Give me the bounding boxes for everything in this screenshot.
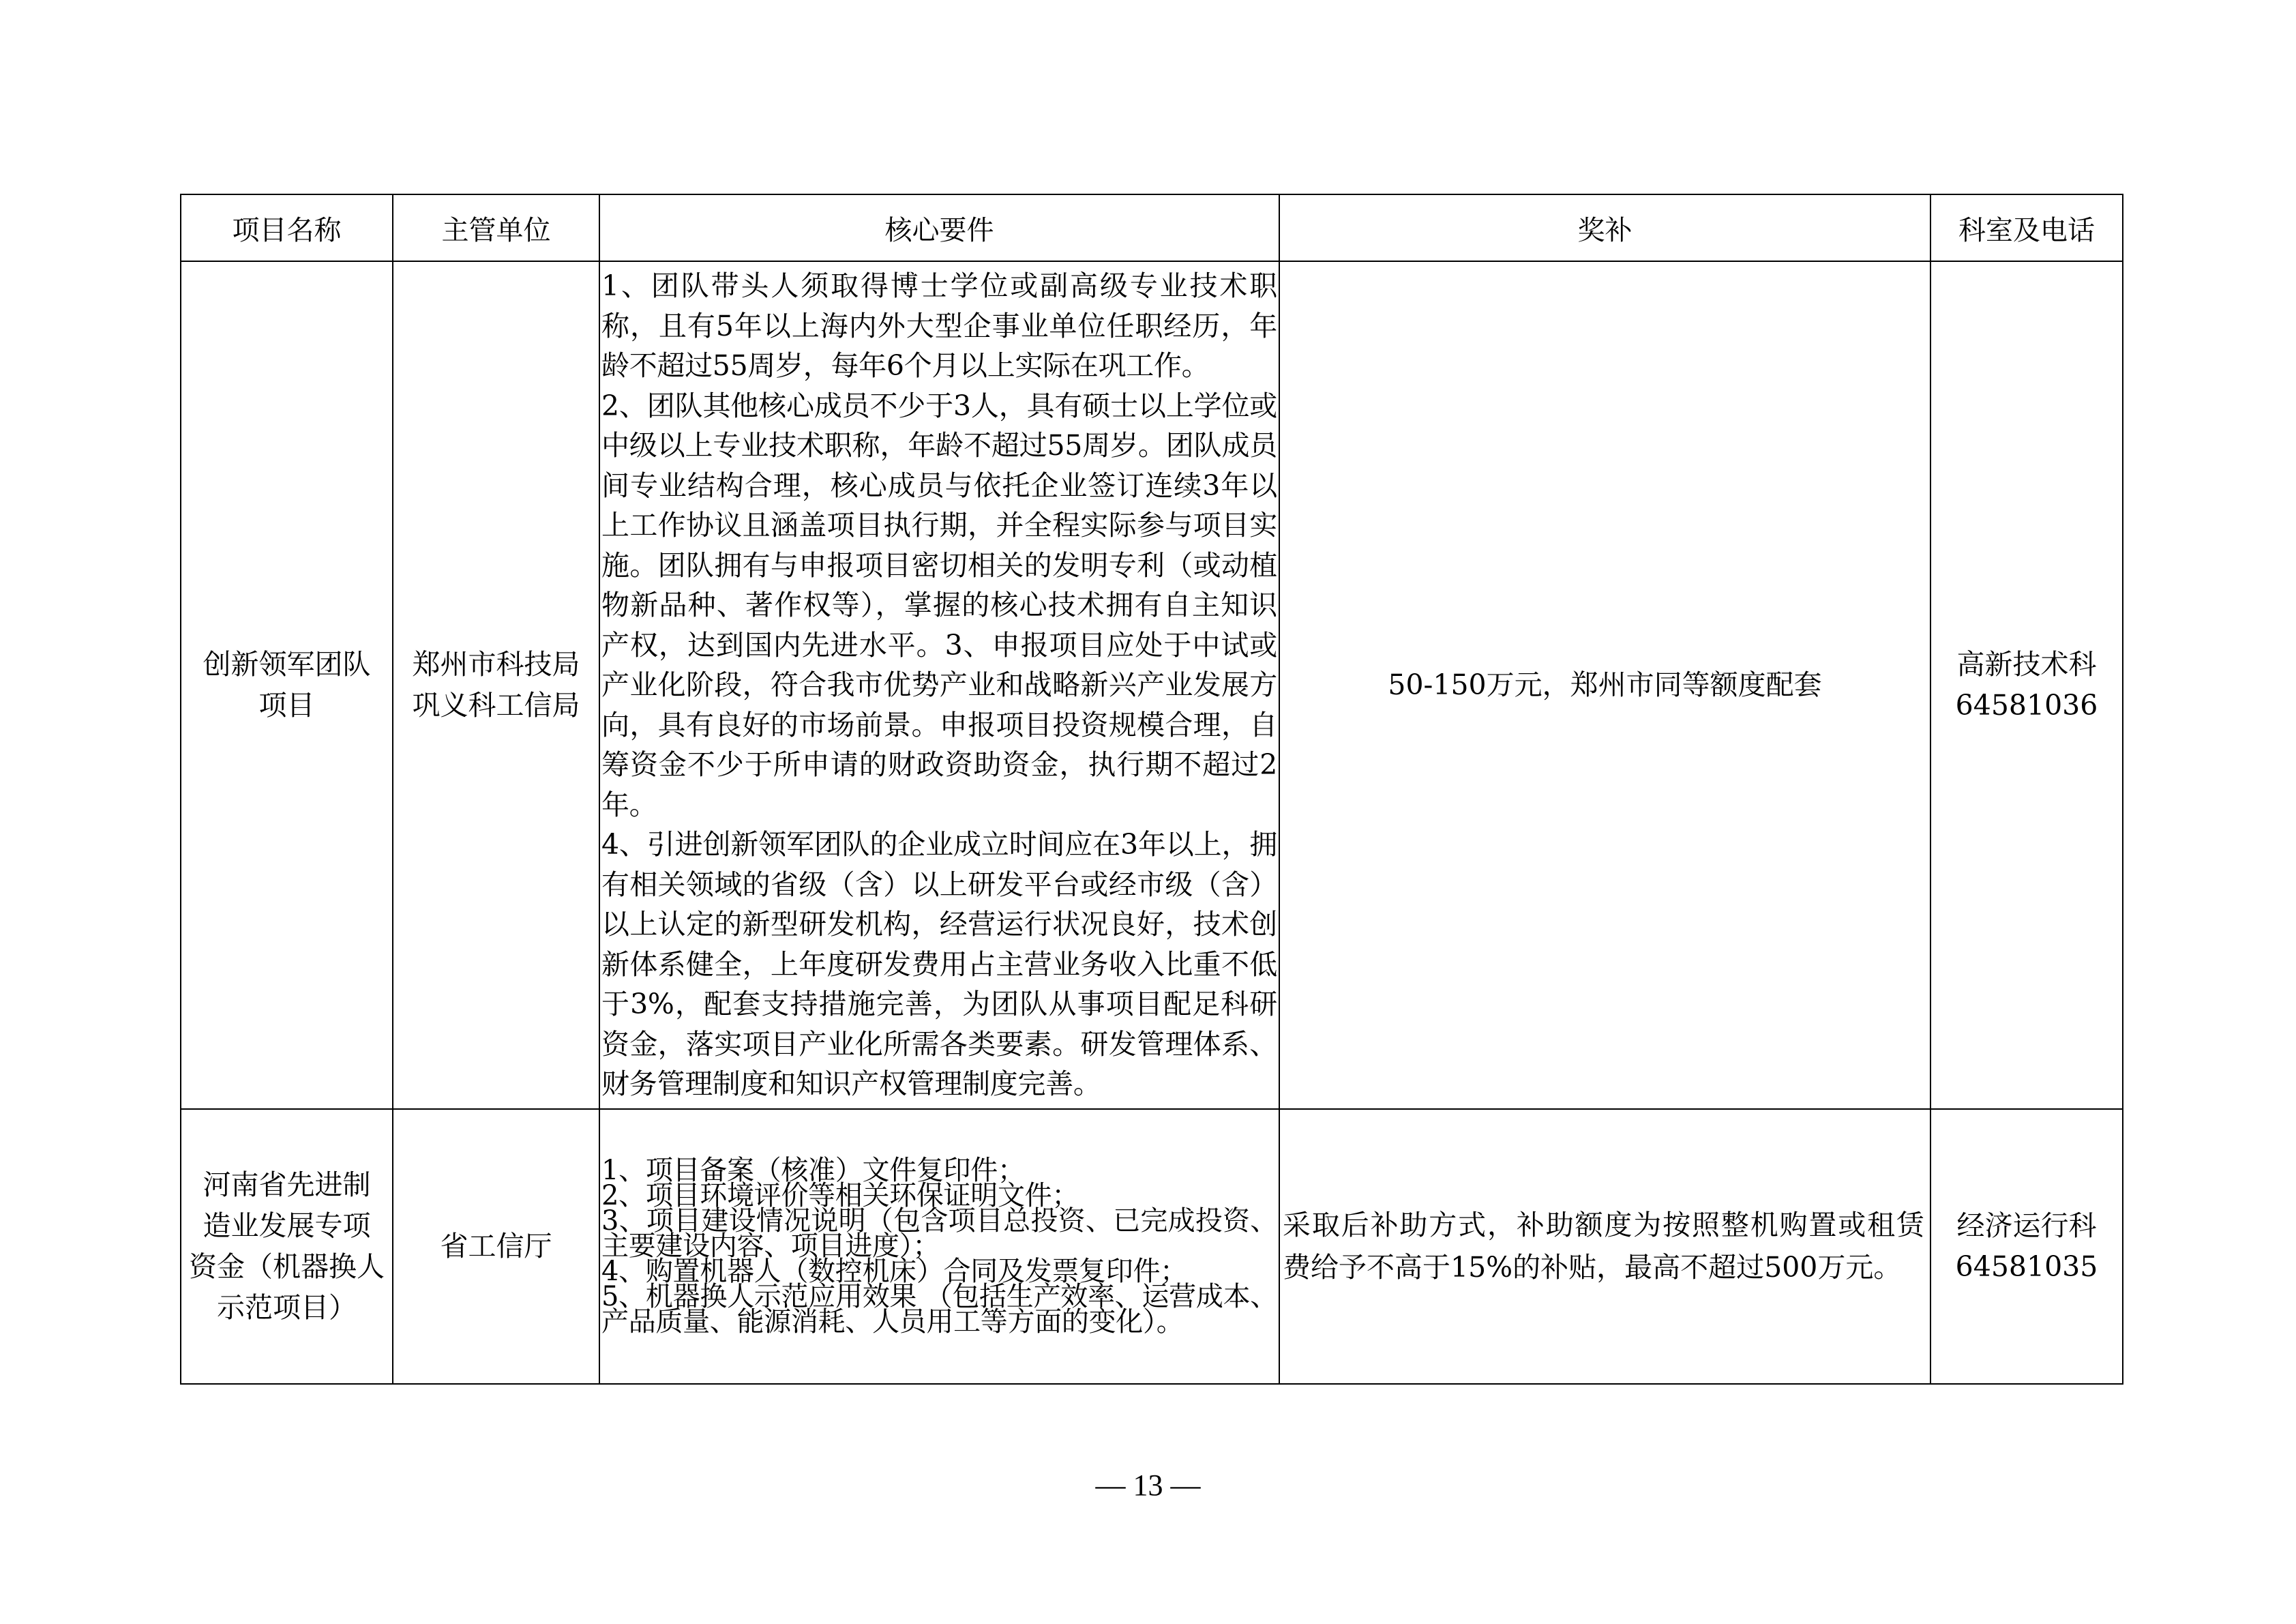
contact-phone: 64581035 xyxy=(1955,1250,2098,1283)
reward-cell xyxy=(1279,1109,1930,1384)
requirement-item: 4、购置机器人（数控机床）合同及发票复印件； xyxy=(601,1255,1187,1287)
project-name-line: 造业发展专项 xyxy=(203,1209,371,1242)
project-name-line: 示范项目） xyxy=(217,1291,357,1324)
header-department: 主管单位 xyxy=(393,194,599,261)
requirement-item: 2、项目环境评价等相关环保证明文件； xyxy=(601,1179,1079,1211)
reward-cell xyxy=(1279,261,1930,1109)
contact-cell xyxy=(1930,261,2123,1109)
header-project-name: 项目名称 xyxy=(181,194,393,261)
header-requirements: 核心要件 xyxy=(599,194,1279,261)
project-name-line: 项目 xyxy=(258,689,315,722)
project-name-line: 创新领军团队 xyxy=(203,648,371,681)
requirement-item: 1、团队带头人须取得博士学位或副高级专业技术职称，且有5年以上海内外大型企事业单位任职经历，年龄不超过55周岁，每年6个月以上实际在巩工作。 xyxy=(601,269,1277,382)
project-name-line: 资金（机器换人 xyxy=(189,1250,385,1283)
project-table xyxy=(180,194,2123,1385)
header-reward: 奖补 xyxy=(1279,194,1930,261)
project-name-line: 河南省先进制 xyxy=(203,1168,371,1201)
contact-office: 高新技术科 xyxy=(1956,648,2097,681)
contact-cell xyxy=(1930,1109,2123,1384)
contact-phone: 64581036 xyxy=(1955,689,2098,722)
header-contact: 科室及电话 xyxy=(1930,194,2123,261)
page-number: — 13 — xyxy=(1095,1468,1201,1502)
project-name-cell xyxy=(181,261,393,1109)
department-line: 郑州市科技局 xyxy=(412,648,580,681)
department-line: 巩义科工信局 xyxy=(412,689,580,722)
requirements-cell xyxy=(599,261,1279,1109)
requirement-item: 3、项目建设情况说明（包含项目总投资、已完成投资、主要建设内容、项目进度）； xyxy=(601,1205,1277,1262)
project-name-cell xyxy=(181,1109,393,1384)
department-line: 省工信厅 xyxy=(440,1230,552,1263)
requirement-item: 2、团队其他核心成员不少于3人，具有硕士以上学位或中级以上专业技术职称，年龄不超过55周岁。团队成员间专业结构合理，核心成员与依托企业签订连续3年以上工作协议且涵盖项目执行期，并全程实际参与项目实施。团队拥有与申报项目密切相关的发明专利（或动植物新品种、著作权等），掌握的核心技术拥有自主知识产权，达到国内先进水平。3、申报项目应处于中试或产业化阶段，符合我市优势产业和战略新兴产业发展方向，具有良好的市场前景。申报项目投资规模合理，自筹资金不少于所申请的财政资助资金，执行期不超过2年。 xyxy=(601,389,1277,821)
table-header-row xyxy=(181,194,2123,261)
reward-text: 采取后补助方式，补助额度为按照整机购置或租赁费给予不高于15%的补贴，最高不超过500万元。 xyxy=(1283,1209,1924,1284)
requirement-item: 1、项目备案（核准）文件复印件； xyxy=(601,1154,1025,1186)
requirements-cell xyxy=(599,1109,1279,1384)
department-cell xyxy=(393,1109,599,1384)
table-row xyxy=(181,1109,2123,1384)
table-row xyxy=(181,261,2123,1109)
contact-office: 经济运行科 xyxy=(1956,1209,2097,1242)
requirement-item: 4、引进创新领军团队的企业成立时间应在3年以上，拥有相关领域的省级（含）以上研发平台或经市级（含）以上认定的新型研发机构，经营运行状况良好，技术创新体系健全，上年度研发费用占主营业务收入比重不低于3%，配套支持措施完善，为团队从事项目配足科研资金，落实项目产业化所需各类要素。研发管理体系、财务管理制度和知识产权管理制度完善。 xyxy=(601,828,1277,1100)
reward-text: 50-150万元，郑州市同等额度配套 xyxy=(1388,668,1822,702)
requirement-item: 5、机器换人示范应用效果 （包括生产效率、运营成本、产品质量、能源消耗、人员用工等方面的变化）。 xyxy=(601,1280,1277,1338)
department-cell xyxy=(393,261,599,1109)
